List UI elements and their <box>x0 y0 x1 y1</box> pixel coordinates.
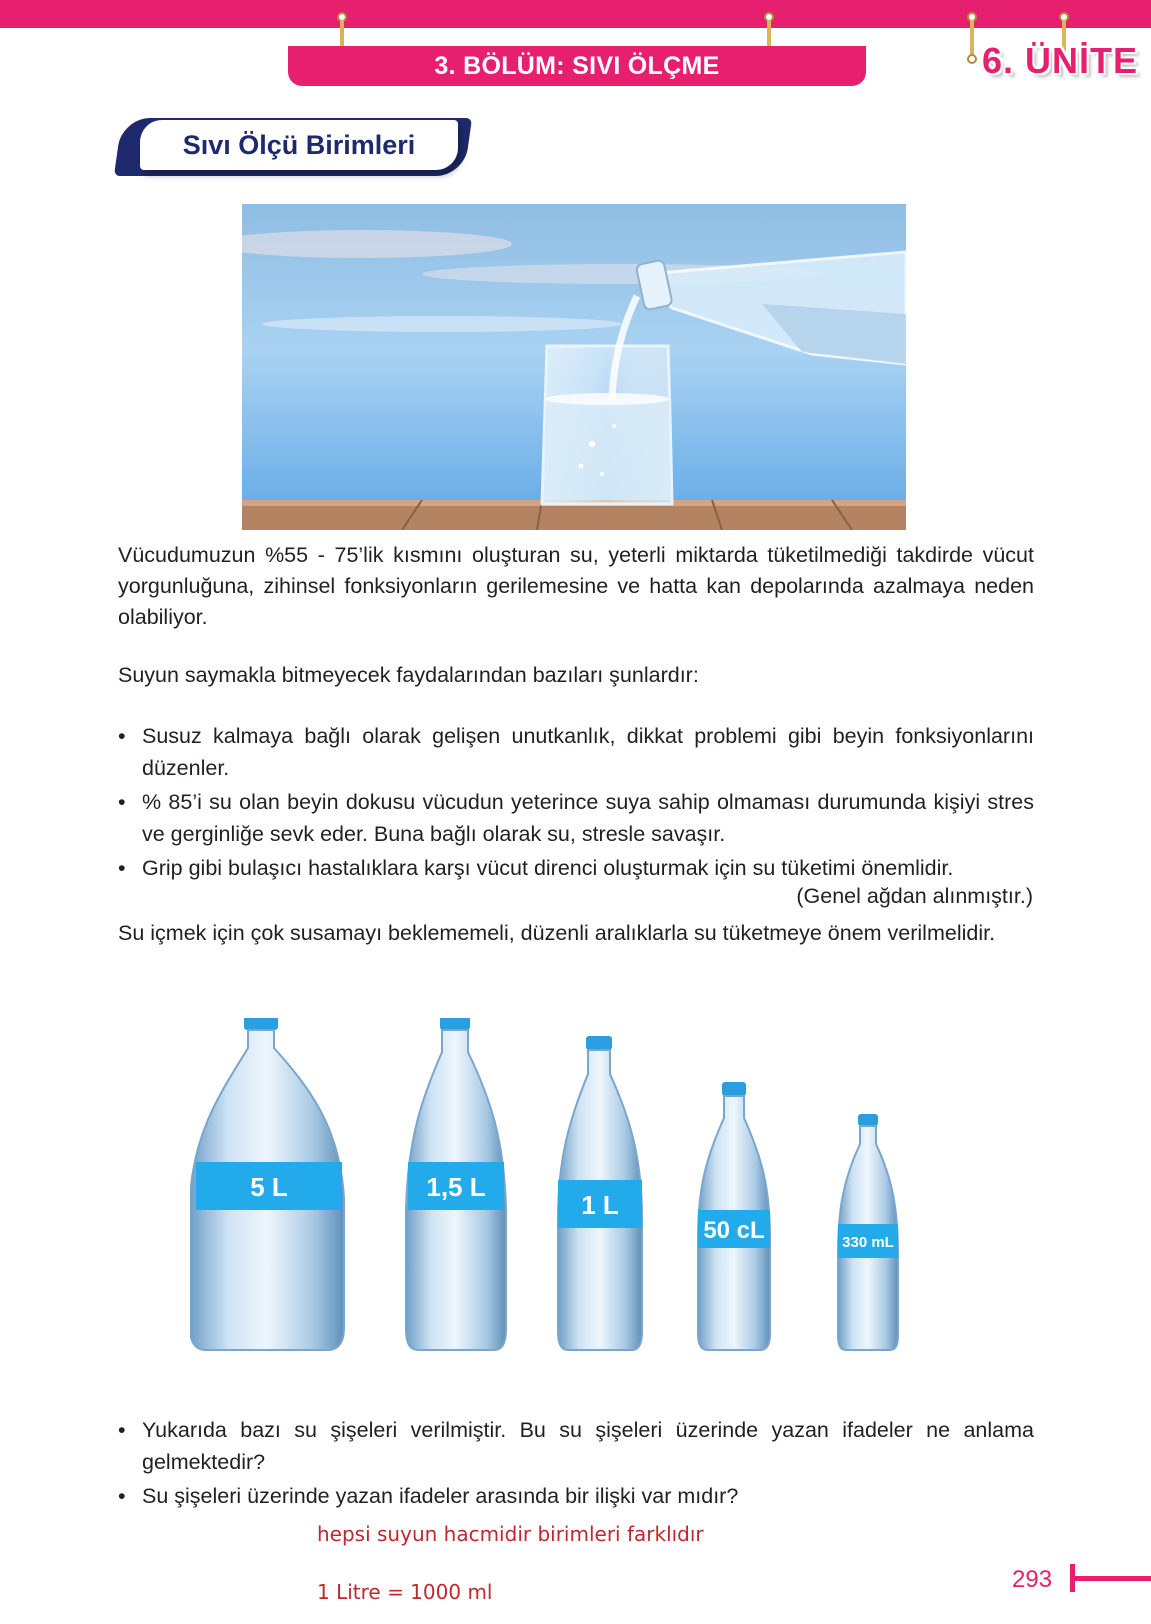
section-title: Sıvı Ölçü Birimleri <box>182 130 416 160</box>
water-pouring-photo <box>242 204 906 530</box>
unit-badge: 6. ÜNİTE <box>982 40 1139 81</box>
page-number: 293 <box>1012 1566 1053 1593</box>
source-note: (Genel ağdan alınmıştır.) <box>796 884 1033 908</box>
list-item: • Grip gibi bulaşıcı hastalıklara karşı vücut direnci oluşturmak için su tüketimi önemlidir. <box>118 852 1034 884</box>
bottle-label: 50 cL <box>703 1217 765 1244</box>
binder-hook-icon <box>968 12 976 64</box>
bottle-330ml <box>838 1114 898 1350</box>
page-marker-bar <box>1072 1576 1151 1581</box>
top-accent-bar <box>0 0 1151 28</box>
bottle-label: 1,5 L <box>426 1172 486 1202</box>
bottle-label: 1 L <box>581 1190 619 1220</box>
chapter-title: 3. BÖLÜM: SIVI ÖLÇME <box>288 46 866 86</box>
bottle-label: 5 L <box>250 1172 288 1202</box>
bottle-5l <box>190 1018 344 1350</box>
bottle-1-5l <box>406 1018 506 1350</box>
benefits-list <box>118 720 1034 886</box>
handwritten-answer-1: hepsi suyun hacmidir birimleri farklıdır <box>317 1522 704 1546</box>
bottle-1l <box>558 1036 642 1350</box>
list-item: • Su şişeleri üzerinde yazan ifadeler arasında bir ilişki var mıdır? <box>118 1480 1034 1512</box>
handwritten-answer-2: 1 Litre = 1000 ml <box>317 1580 493 1604</box>
advice-paragraph: Su içmek için çok susamayı beklememeli, düzenli aralıklarla su tüketmeye önem verilmelidir. <box>118 921 996 945</box>
list-item: • % 85’i su olan beyin dokusu vücudun yeterince suya sahip olmaması durumunda kişiyi stres ve gerginliğe sevk eder. Buna bağlı olarak su, stresle savaşır. <box>118 786 1034 850</box>
intro-paragraph: Vücudumuzun %55 - 75’lik kısmını oluşturan su, yeterli miktarda tüketilmediği takdirde vücut yorgunluğuna, zihinsel fonksiyonların gerilemesine ve hatta kan depolarında azalmaya neden olabiliyor. <box>118 543 1034 629</box>
questions-list <box>118 1414 1034 1514</box>
bottle-label: 330 mL <box>842 1234 894 1251</box>
water-bottles-illustration <box>190 1018 950 1398</box>
benefits-lead: Suyun saymakla bitmeyecek faydalarından bazıları şunlardır: <box>118 663 699 687</box>
list-item: • Susuz kalmaya bağlı olarak gelişen unutkanlık, dikkat problemi gibi beyin fonksiyonlarını düzenler. <box>118 720 1034 784</box>
bottle-50cl <box>698 1082 770 1350</box>
section-heading <box>118 110 468 182</box>
list-item: • Yukarıda bazı su şişeleri verilmiştir. Bu su şişeleri üzerinde yazan ifadeler ne anlama gelmektedir? <box>118 1414 1034 1478</box>
